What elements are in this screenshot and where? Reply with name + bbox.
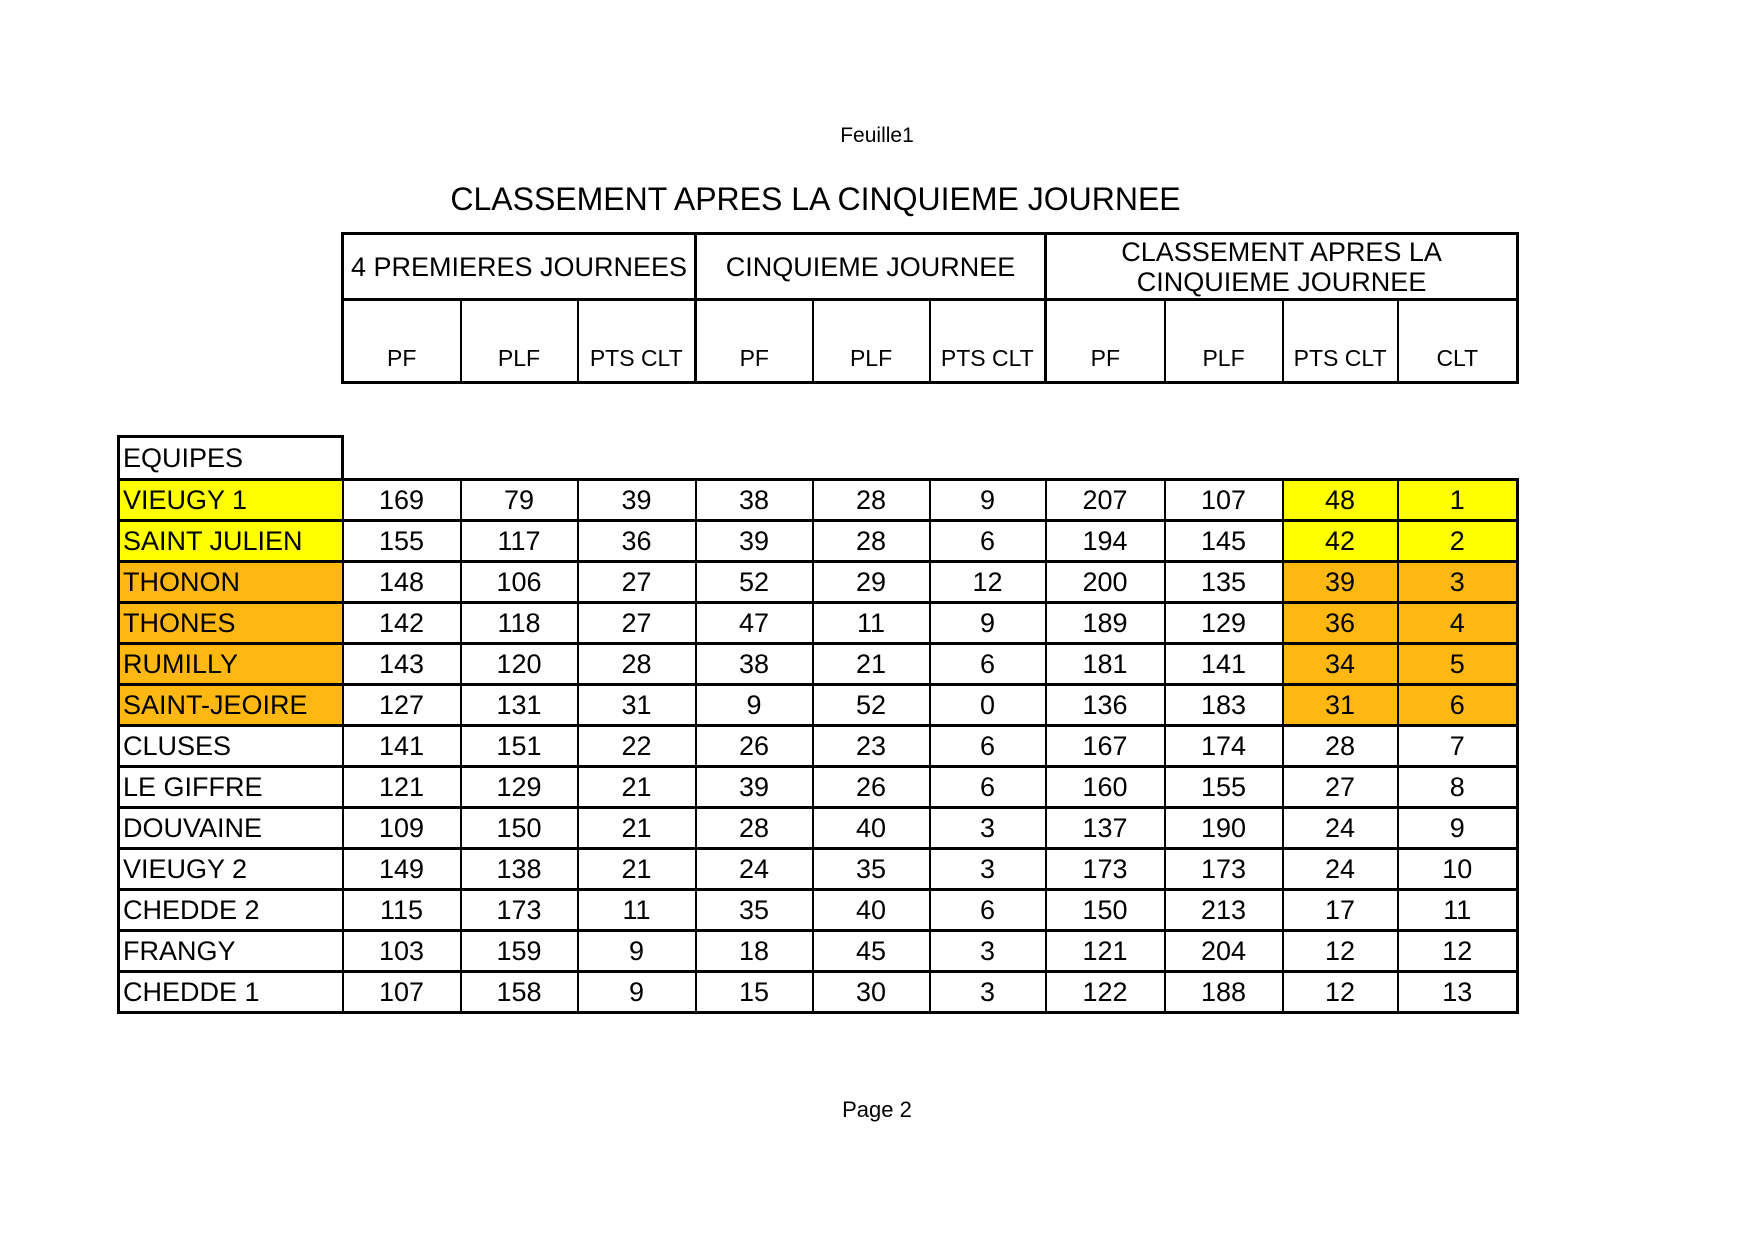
pf-day5-cell: 38 <box>696 644 813 685</box>
col-header-pf-first4: PF <box>343 300 461 383</box>
ptsclt-after5-cell: 48 <box>1283 480 1398 521</box>
plf-first4-cell: 117 <box>461 521 578 562</box>
group-header-after5-label: CLASSEMENT APRES LA CINQUIEME JOURNEE <box>1121 236 1442 297</box>
pf-day5-cell: 39 <box>696 767 813 808</box>
plf-after5-cell: 155 <box>1165 767 1283 808</box>
ptsclt-day5-cell: 6 <box>930 890 1046 931</box>
table-row <box>119 767 1518 808</box>
pf-day5-cell: 39 <box>696 521 813 562</box>
col-header-ptsclt-after5: PTS CLT <box>1283 300 1398 383</box>
plf-first4-cell: 129 <box>461 767 578 808</box>
ptsclt-first4-cell: 28 <box>578 644 696 685</box>
plf-after5-cell: 183 <box>1165 685 1283 726</box>
plf-after5-cell: 174 <box>1165 726 1283 767</box>
ptsclt-day5-cell: 3 <box>930 808 1046 849</box>
plf-day5-cell: 52 <box>813 685 930 726</box>
ptsclt-day5-cell: 6 <box>930 521 1046 562</box>
ptsclt-day5-cell: 3 <box>930 849 1046 890</box>
plf-first4-cell: 138 <box>461 849 578 890</box>
clt-cell: 8 <box>1398 767 1518 808</box>
pf-first4-cell: 143 <box>343 644 461 685</box>
clt-cell: 2 <box>1398 521 1518 562</box>
standings-tbody <box>119 437 1518 1013</box>
equipes-header-cell: EQUIPES <box>119 437 343 480</box>
clt-cell: 4 <box>1398 603 1518 644</box>
clt-cell: 11 <box>1398 890 1518 931</box>
pf-day5-cell: 18 <box>696 931 813 972</box>
team-name-cell: CHEDDE 2 <box>119 890 343 931</box>
ptsclt-after5-cell: 12 <box>1283 931 1398 972</box>
ptsclt-first4-cell: 21 <box>578 767 696 808</box>
clt-cell: 9 <box>1398 808 1518 849</box>
clt-cell: 12 <box>1398 931 1518 972</box>
plf-first4-cell: 131 <box>461 685 578 726</box>
table-row <box>119 849 1518 890</box>
ptsclt-first4-cell: 27 <box>578 603 696 644</box>
pf-after5-cell: 207 <box>1046 480 1165 521</box>
pf-after5-cell: 137 <box>1046 808 1165 849</box>
plf-day5-cell: 45 <box>813 931 930 972</box>
plf-day5-cell: 26 <box>813 767 930 808</box>
ptsclt-first4-cell: 27 <box>578 562 696 603</box>
clt-cell: 10 <box>1398 849 1518 890</box>
ptsclt-after5-cell: 42 <box>1283 521 1398 562</box>
plf-day5-cell: 40 <box>813 808 930 849</box>
clt-cell: 7 <box>1398 726 1518 767</box>
pf-day5-cell: 28 <box>696 808 813 849</box>
ptsclt-first4-cell: 11 <box>578 890 696 931</box>
col-header-ptsclt-first4: PTS CLT <box>578 300 696 383</box>
clt-cell: 1 <box>1398 480 1518 521</box>
plf-first4-cell: 150 <box>461 808 578 849</box>
page-number: Page 2 <box>842 1097 912 1122</box>
pf-first4-cell: 149 <box>343 849 461 890</box>
col-header-plf-after5: PLF <box>1165 300 1283 383</box>
pf-after5-cell: 167 <box>1046 726 1165 767</box>
ptsclt-after5-cell: 27 <box>1283 767 1398 808</box>
team-name-cell: SAINT JULIEN <box>119 521 343 562</box>
pf-after5-cell: 121 <box>1046 931 1165 972</box>
column-header-table <box>341 232 1519 384</box>
ptsclt-after5-cell: 17 <box>1283 890 1398 931</box>
col-header-plf-day5: PLF <box>813 300 930 383</box>
pf-after5-cell: 194 <box>1046 521 1165 562</box>
ptsclt-after5-cell: 24 <box>1283 849 1398 890</box>
plf-day5-cell: 21 <box>813 644 930 685</box>
ptsclt-day5-cell: 0 <box>930 685 1046 726</box>
pf-first4-cell: 155 <box>343 521 461 562</box>
ptsclt-first4-cell: 21 <box>578 849 696 890</box>
plf-after5-cell: 135 <box>1165 562 1283 603</box>
pf-after5-cell: 160 <box>1046 767 1165 808</box>
standings-table <box>117 435 1519 1014</box>
plf-day5-cell: 40 <box>813 890 930 931</box>
ptsclt-day5-cell: 6 <box>930 726 1046 767</box>
plf-after5-cell: 129 <box>1165 603 1283 644</box>
plf-after5-cell: 107 <box>1165 480 1283 521</box>
plf-after5-cell: 204 <box>1165 931 1283 972</box>
pf-first4-cell: 103 <box>343 931 461 972</box>
plf-day5-cell: 28 <box>813 521 930 562</box>
pf-after5-cell: 181 <box>1046 644 1165 685</box>
table-row <box>119 890 1518 931</box>
ptsclt-day5-cell: 9 <box>930 480 1046 521</box>
ptsclt-first4-cell: 31 <box>578 685 696 726</box>
ptsclt-after5-cell: 34 <box>1283 644 1398 685</box>
pf-day5-cell: 26 <box>696 726 813 767</box>
team-name-cell: SAINT-JEOIRE <box>119 685 343 726</box>
ptsclt-after5-cell: 31 <box>1283 685 1398 726</box>
plf-after5-cell: 173 <box>1165 849 1283 890</box>
col-header-pf-after5: PF <box>1046 300 1165 383</box>
pf-first4-cell: 115 <box>343 890 461 931</box>
pf-after5-cell: 150 <box>1046 890 1165 931</box>
plf-after5-cell: 190 <box>1165 808 1283 849</box>
pf-day5-cell: 52 <box>696 562 813 603</box>
plf-first4-cell: 79 <box>461 480 578 521</box>
pf-after5-cell: 122 <box>1046 972 1165 1013</box>
pf-first4-cell: 169 <box>343 480 461 521</box>
team-name-cell: CLUSES <box>119 726 343 767</box>
pf-after5-cell: 136 <box>1046 685 1165 726</box>
table-row <box>119 603 1518 644</box>
team-name-cell: CHEDDE 1 <box>119 972 343 1013</box>
pf-after5-cell: 189 <box>1046 603 1165 644</box>
pf-first4-cell: 142 <box>343 603 461 644</box>
spacer-cell <box>343 437 1518 480</box>
team-name-cell: THONON <box>119 562 343 603</box>
pf-day5-cell: 47 <box>696 603 813 644</box>
ptsclt-day5-cell: 9 <box>930 603 1046 644</box>
plf-first4-cell: 151 <box>461 726 578 767</box>
plf-first4-cell: 159 <box>461 931 578 972</box>
plf-day5-cell: 35 <box>813 849 930 890</box>
ptsclt-first4-cell: 39 <box>578 480 696 521</box>
page-title: CLASSEMENT APRES LA CINQUIEME JOURNEE <box>450 181 1181 217</box>
pf-first4-cell: 141 <box>343 726 461 767</box>
pf-first4-cell: 107 <box>343 972 461 1013</box>
pf-day5-cell: 15 <box>696 972 813 1013</box>
plf-day5-cell: 29 <box>813 562 930 603</box>
ptsclt-first4-cell: 22 <box>578 726 696 767</box>
plf-day5-cell: 28 <box>813 480 930 521</box>
plf-first4-cell: 120 <box>461 644 578 685</box>
group-header-day5 <box>696 234 1046 300</box>
table-row <box>119 644 1518 685</box>
ptsclt-first4-cell: 21 <box>578 808 696 849</box>
table-row <box>119 808 1518 849</box>
clt-cell: 6 <box>1398 685 1518 726</box>
pf-day5-cell: 9 <box>696 685 813 726</box>
ptsclt-first4-cell: 9 <box>578 972 696 1013</box>
group-header-row <box>343 234 1518 300</box>
table-row <box>119 480 1518 521</box>
plf-after5-cell: 141 <box>1165 644 1283 685</box>
col-header-pf-day5: PF <box>696 300 813 383</box>
clt-cell: 13 <box>1398 972 1518 1013</box>
table-row <box>119 972 1518 1013</box>
group-header-first4 <box>343 234 696 300</box>
plf-after5-cell: 213 <box>1165 890 1283 931</box>
plf-after5-cell: 188 <box>1165 972 1283 1013</box>
col-header-plf-first4: PLF <box>461 300 578 383</box>
col-header-clt: CLT <box>1398 300 1518 383</box>
pf-after5-cell: 173 <box>1046 849 1165 890</box>
group-header-first4-label: 4 PREMIERES JOURNEES <box>350 251 688 282</box>
ptsclt-day5-cell: 3 <box>930 931 1046 972</box>
pf-first4-cell: 109 <box>343 808 461 849</box>
pf-day5-cell: 35 <box>696 890 813 931</box>
plf-first4-cell: 173 <box>461 890 578 931</box>
pf-first4-cell: 121 <box>343 767 461 808</box>
plf-day5-cell: 30 <box>813 972 930 1013</box>
ptsclt-after5-cell: 36 <box>1283 603 1398 644</box>
group-header-day5-label: CINQUIEME JOURNEE <box>725 251 1016 282</box>
plf-day5-cell: 11 <box>813 603 930 644</box>
ptsclt-after5-cell: 39 <box>1283 562 1398 603</box>
clt-cell: 3 <box>1398 562 1518 603</box>
team-name-cell: LE GIFFRE <box>119 767 343 808</box>
ptsclt-after5-cell: 24 <box>1283 808 1398 849</box>
ptsclt-after5-cell: 28 <box>1283 726 1398 767</box>
plf-first4-cell: 106 <box>461 562 578 603</box>
plf-day5-cell: 23 <box>813 726 930 767</box>
plf-after5-cell: 145 <box>1165 521 1283 562</box>
ptsclt-day5-cell: 12 <box>930 562 1046 603</box>
sheet-name: Feuille1 <box>840 124 914 147</box>
pf-day5-cell: 24 <box>696 849 813 890</box>
ptsclt-after5-cell: 12 <box>1283 972 1398 1013</box>
plf-first4-cell: 158 <box>461 972 578 1013</box>
sub-header-row <box>343 300 1518 383</box>
ptsclt-day5-cell: 3 <box>930 972 1046 1013</box>
team-name-cell: DOUVAINE <box>119 808 343 849</box>
table-row <box>119 521 1518 562</box>
ptsclt-first4-cell: 36 <box>578 521 696 562</box>
pf-after5-cell: 200 <box>1046 562 1165 603</box>
ptsclt-day5-cell: 6 <box>930 644 1046 685</box>
table-row <box>119 931 1518 972</box>
col-header-ptsclt-day5: PTS CLT <box>930 300 1046 383</box>
ptsclt-first4-cell: 9 <box>578 931 696 972</box>
team-name-cell: VIEUGY 2 <box>119 849 343 890</box>
plf-first4-cell: 118 <box>461 603 578 644</box>
pf-day5-cell: 38 <box>696 480 813 521</box>
group-header-after5 <box>1046 234 1518 300</box>
ptsclt-day5-cell: 6 <box>930 767 1046 808</box>
team-name-cell: THONES <box>119 603 343 644</box>
team-name-cell: FRANGY <box>119 931 343 972</box>
team-name-cell: RUMILLY <box>119 644 343 685</box>
equipes-header-row <box>119 437 1518 480</box>
pf-first4-cell: 127 <box>343 685 461 726</box>
team-name-cell: VIEUGY 1 <box>119 480 343 521</box>
table-row <box>119 562 1518 603</box>
pf-first4-cell: 148 <box>343 562 461 603</box>
clt-cell: 5 <box>1398 644 1518 685</box>
table-row <box>119 685 1518 726</box>
table-row <box>119 726 1518 767</box>
